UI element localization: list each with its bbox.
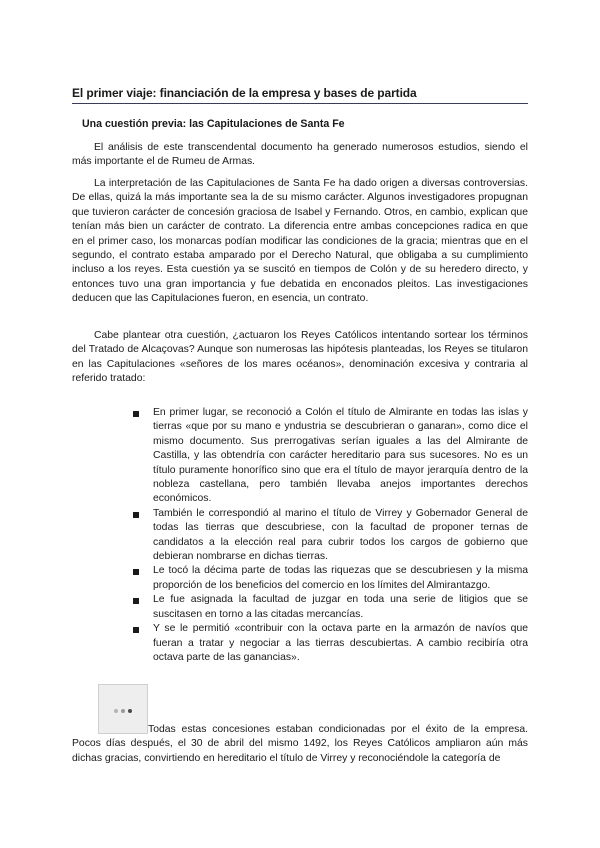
list-item (133, 593, 528, 622)
list-item-text: Y se le permitió «contribuir con la octava parte en la armazón de navíos que fueran a tratar y negociar a las tierras descubiertas. A cambio recibiría otra octava parte de las ganancias». (153, 623, 528, 663)
section-title: El primer viaje: financiación de la empresa y bases de partida (72, 86, 528, 104)
list-item (133, 564, 528, 593)
final-paragraph: Todas estas concesiones estaban condicionadas por el éxito de la empresa. Pocos días después, el 30 de abril del mismo 1492, los Reyes Católicos ampliaron aún más dichas gracias, convirtiendo en hereditario el título de Virrey y reconociéndole la categoría de (72, 724, 528, 764)
list-item-text: En primer lugar, se reconoció a Colón el título de Almirante en todas las islas y tierras «que por su mano e yndustria se descubrieran o ganaran», como dice el mismo documento. Sus prerrogativas serían iguales a las del Almirante de Castilla, y las obtendría con carácter hereditario para sus sucesores. No es un título puramente honorífico sino que era el título de mayor jerarquía dentro de la nobleza castellana, pero también llevaba anejos importantes derechos económicos. (153, 407, 528, 505)
list-item (133, 406, 528, 507)
paragraph-2: La interpretación de las Capitulaciones de Santa Fe ha dado origen a diversas controversias. De ellas, quizá la más importante sea la de su mismo carácter. Algunos investigadores propugnan que tuvieron carácter de concesión graciosa de Isabel y Fernando. Otros, en cambio, explican que tenían más bien un carácter de contrato. La diferencia entre ambas concepciones radica en que en el primer caso, los monarcas podían modificar las condiciones de la gracia; mientras que en el segundo, el contrato estaba amparado por el Derecho Natural, que obligaba a su cumplimiento incluso a los reyes. Esta cuestión ya se suscitó en tiempos de Colón y de su heredero directo, y entonces tuvo una gran importancia y fue debatida en enconados pleitos. Las investigaciones deducen que las Capitulaciones fueron, en esencia, un contrato. (72, 178, 528, 305)
square-bullet-icon (133, 512, 139, 518)
list-item-text: También le correspondió al marino el título de Virrey y Gobernador General de todas las tierras que descubriese, con la facultad de proponer ternas de candidatos a la elección real para cubrir todos los cargos de gobierno que debieran nombrarse en dichas tierras. (153, 507, 528, 563)
paragraph-3: Cabe plantear otra cuestión, ¿actuaron los Reyes Católicos intentando sortear los términos del Tratado de Alcaçovas? Aunque son numerosas las hipótesis planteadas, los Reyes se titularon en las Capitulaciones «señores de los mares océanos», denominación excesiva y contraria al referido tratado: (72, 330, 528, 385)
loading-dots-icon (121, 709, 125, 713)
square-bullet-icon (133, 627, 139, 633)
square-bullet-icon (133, 598, 139, 604)
list-item-text: Le tocó la décima parte de todas las riquezas que se descubriesen y la misma proporción de los beneficios del comercio en los límites del Almirantazgo. (153, 565, 528, 591)
list-item (133, 622, 528, 665)
square-bullet-icon (133, 411, 139, 417)
paragraph-1: El análisis de este transcendental documento ha generado numerosos estudios, siendo el más importante el de Rumeu de Armas. (72, 142, 528, 168)
subsection-title: Una cuestión previa: las Capitulaciones de Santa Fe (82, 118, 345, 130)
square-bullet-icon (133, 569, 139, 575)
list-item (133, 507, 528, 565)
loading-dots-icon (114, 709, 118, 713)
list-item-text: Le fue asignada la facultad de juzgar en toda una serie de litigios que se suscitasen en torno a las citadas mercancías. (153, 594, 528, 620)
loading-dots-icon (128, 709, 132, 713)
concessions-list (133, 406, 528, 665)
